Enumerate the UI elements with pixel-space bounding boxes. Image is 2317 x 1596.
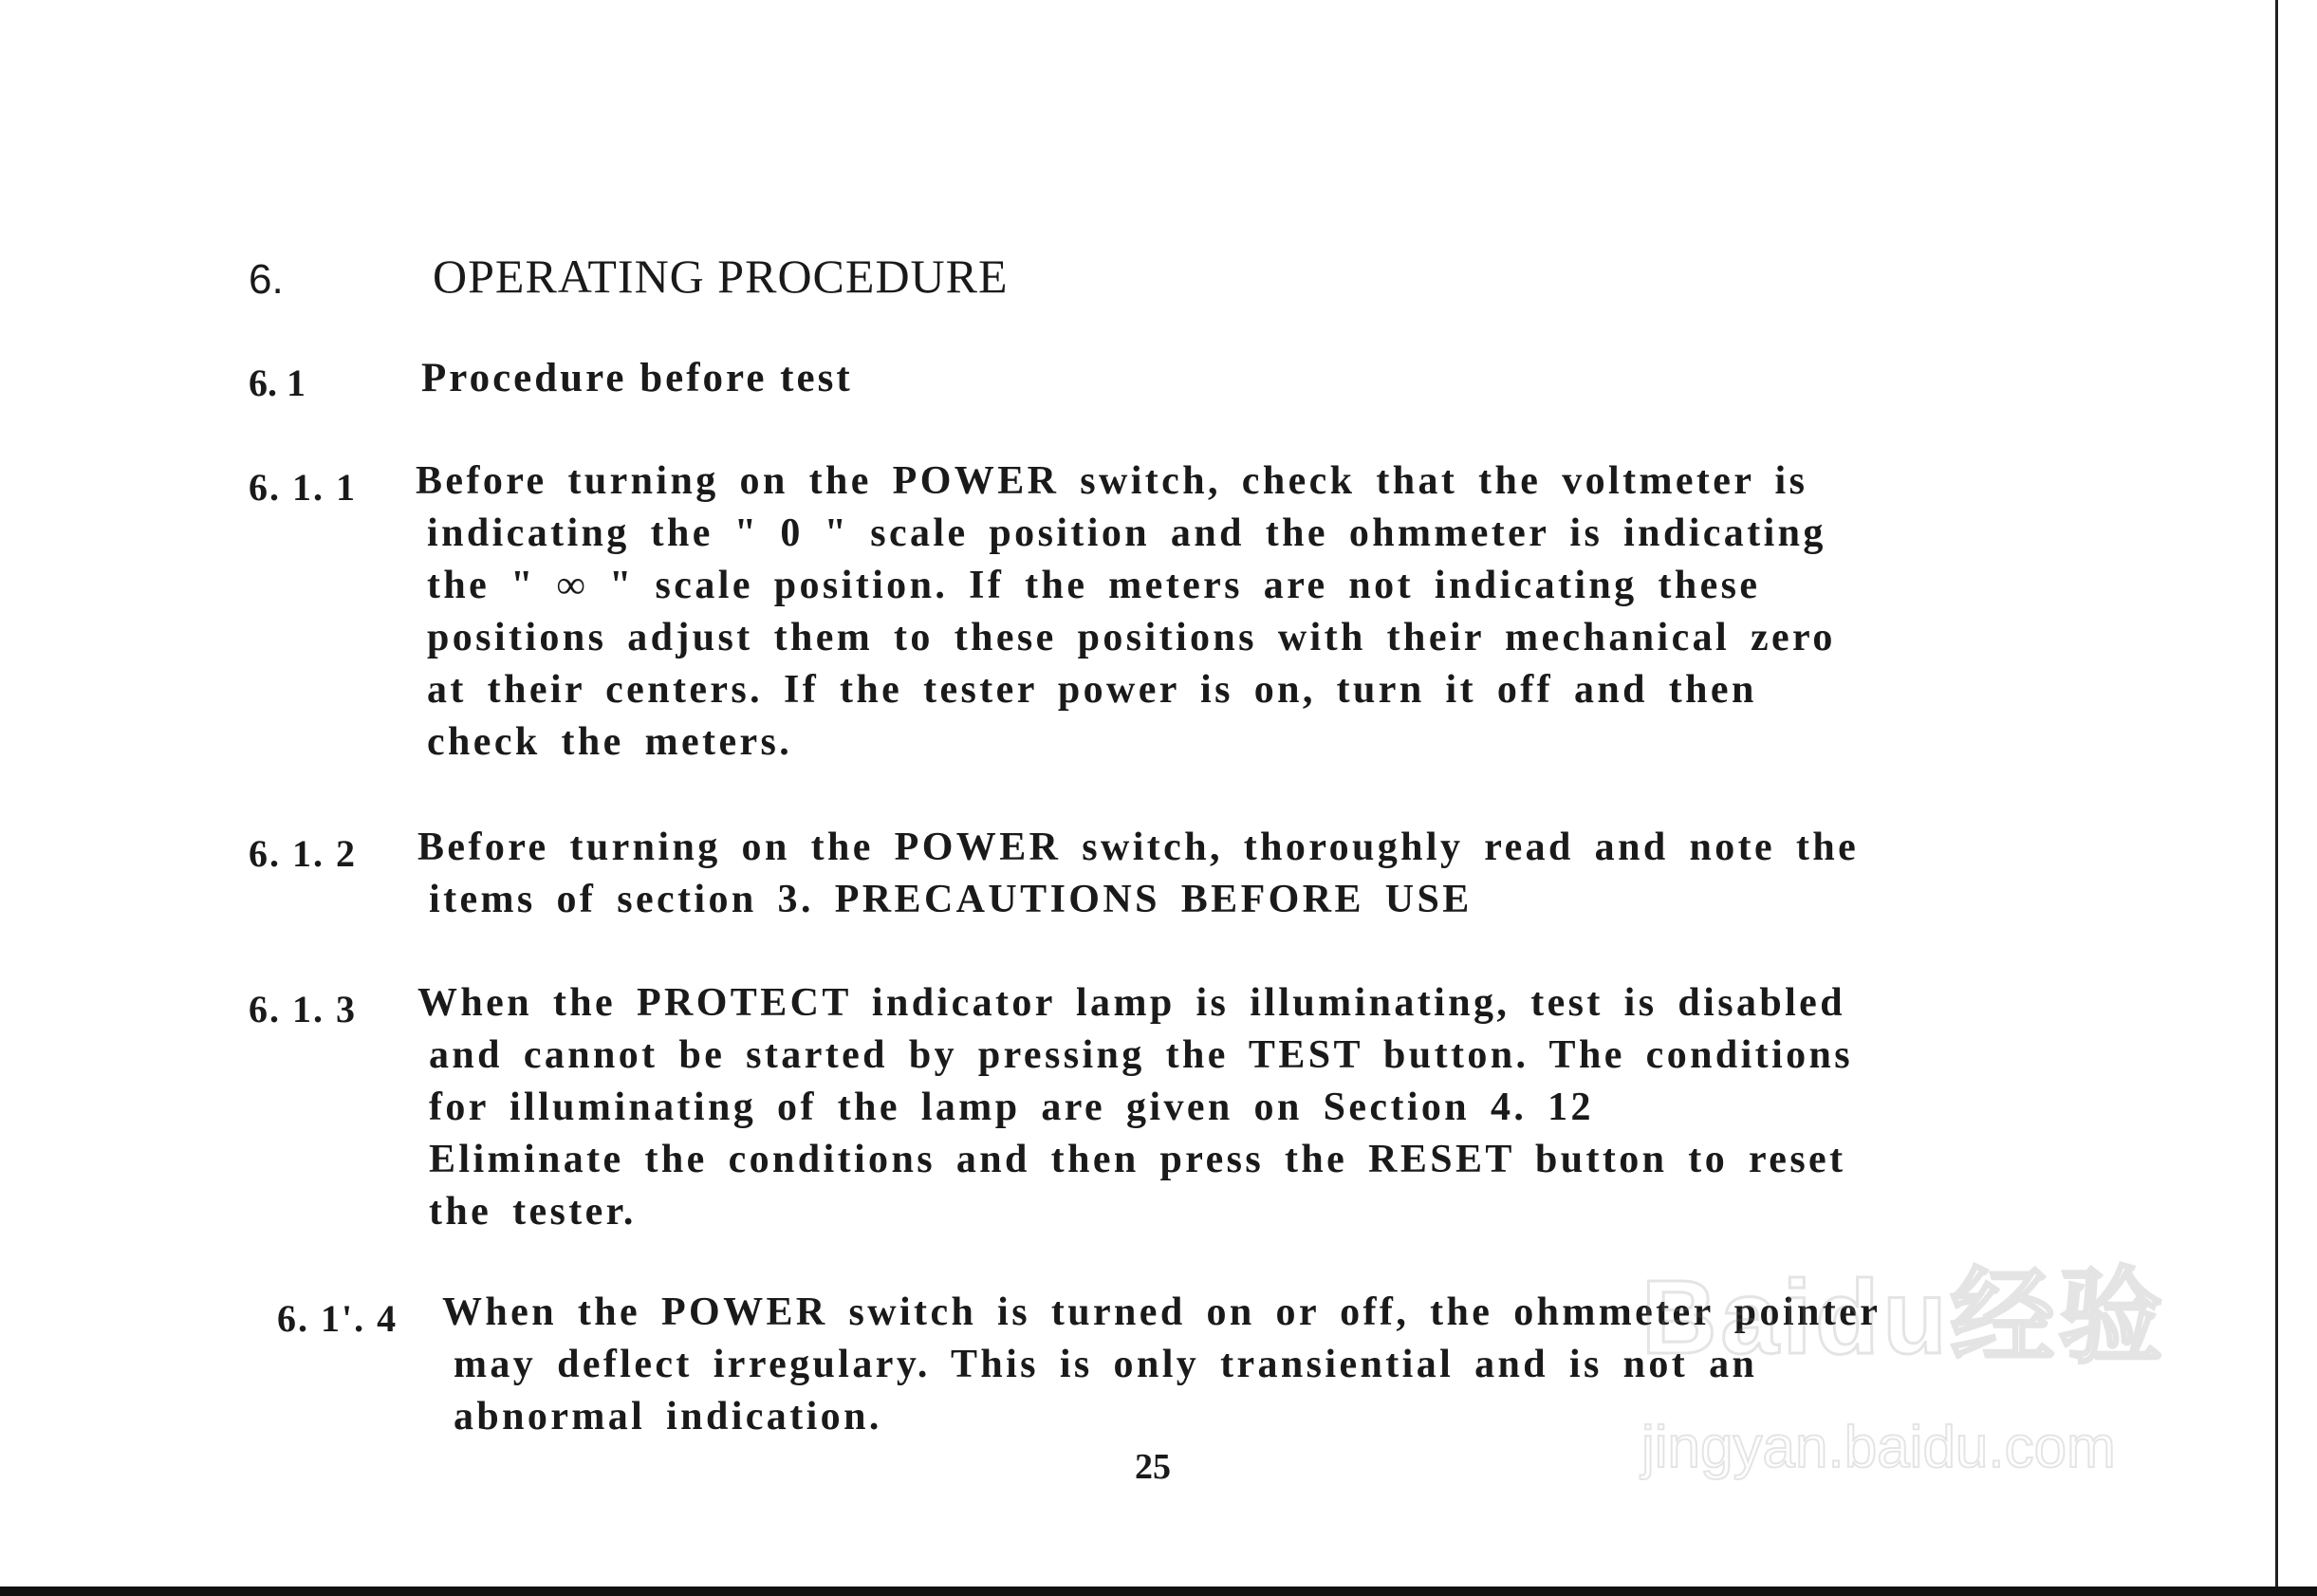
- item-line: at their centers. If the tester power is on, turn it off and then: [427, 668, 1757, 712]
- scan-border-bottom: [0, 1587, 2317, 1596]
- item-line: for illuminating of the lamp are given on Section 4. 12: [429, 1086, 1594, 1129]
- item-line: Before turning on the POWER switch, check that the voltmeter is: [416, 459, 1808, 503]
- item-number: 6. 1'. 4: [277, 1297, 399, 1340]
- item-line: Eliminate the conditions and then press the RESET button to reset: [429, 1138, 1846, 1181]
- watermark-url: jingyan.baidu.com: [1641, 1415, 2116, 1480]
- item-number: 6. 1. 1: [249, 466, 357, 509]
- section-title: OPERATING PROCEDURE: [433, 250, 1009, 303]
- item-line: and cannot be started by pressing the TEST button. The conditions: [429, 1033, 1854, 1077]
- item-body: [417, 822, 1859, 926]
- item-line: positions adjust them to these positions with their mechanical zero: [427, 616, 1836, 659]
- item-line: may deflect irregulary. This is only transiential and is not an: [454, 1343, 1758, 1386]
- item-line: items of section 3. PRECAUTIONS BEFORE USE: [429, 878, 1473, 921]
- item-number: 6. 1. 3: [249, 988, 357, 1030]
- section-number: 6.: [249, 256, 284, 303]
- item-line: the tester.: [429, 1190, 637, 1234]
- scan-border-right: [2275, 0, 2278, 1587]
- watermark-logo: Baidu经验: [1641, 1259, 2167, 1376]
- item-line: When the POWER switch is turned on or off, the ohmmeter pointer: [442, 1290, 1881, 1334]
- watermark: [1641, 1234, 2173, 1509]
- item-body: [417, 977, 1853, 1238]
- item-line: indicating the " 0 " scale position and the ohmmeter is indicating: [427, 511, 1826, 555]
- subsection-number: 6. 1: [249, 362, 306, 404]
- item-body: [416, 455, 1836, 769]
- item-line: check the meters.: [427, 720, 793, 764]
- item-number: 6. 1. 2: [249, 832, 357, 875]
- item-line: the " ∞ " scale position. If the meters are not indicating these: [427, 564, 1761, 607]
- item-line: Before turning on the POWER switch, thoroughly read and note the: [417, 826, 1860, 869]
- page-number: 25: [1135, 1447, 1171, 1487]
- item-line: abnormal indication.: [454, 1395, 882, 1438]
- item-line: When the PROTECT indicator lamp is illuminating, test is disabled: [417, 981, 1845, 1025]
- subsection-title: Procedure before test: [421, 356, 853, 400]
